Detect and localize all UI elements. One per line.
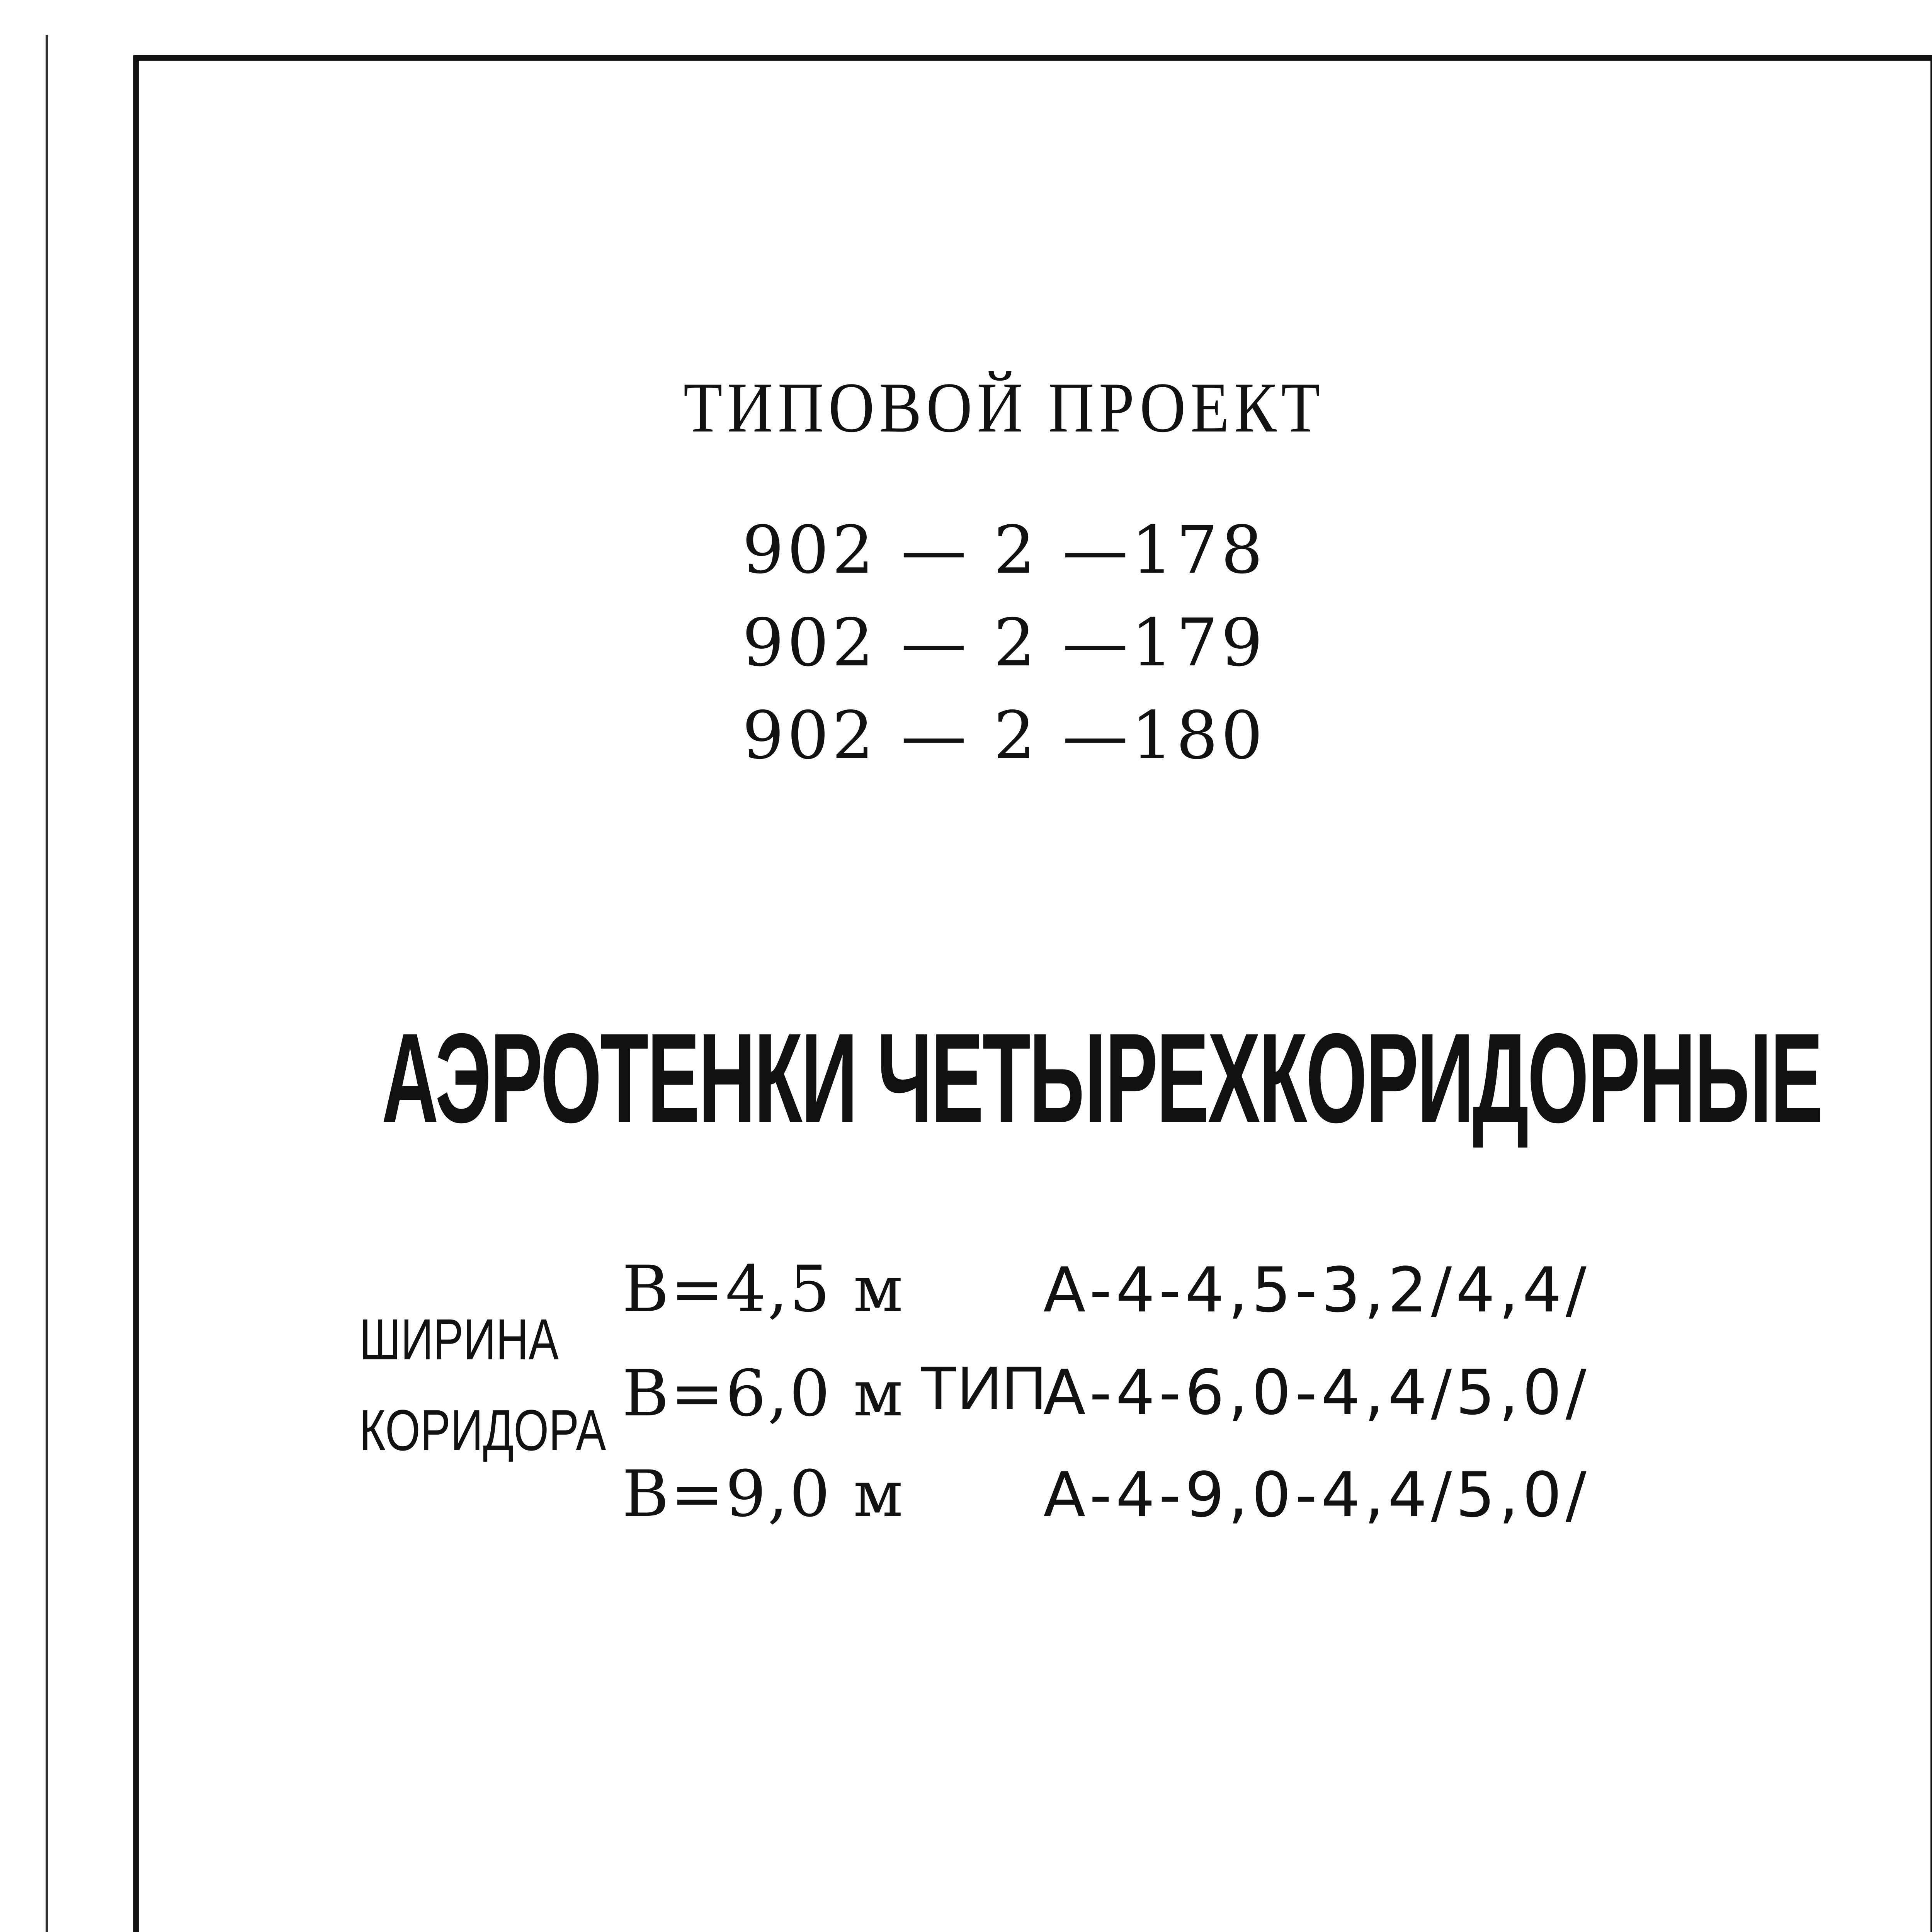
type-code-1: А-4-4,5-3,2/4,4/ (1043, 1254, 1590, 1326)
type-label: ТИП (920, 1353, 1046, 1422)
frame-top-border (133, 55, 1932, 61)
project-code-3: 902 — 2 —180 (742, 697, 1266, 774)
type-code-2: А-4-6,0-4,4/5,0/ (1043, 1356, 1590, 1429)
project-type-heading: ТИПОВОЙ ПРОЕКТ (683, 367, 1325, 447)
width-value-2: В=6,0 м (622, 1356, 905, 1430)
width-label-line1: ШИРИНА (359, 1307, 559, 1372)
width-label-line2: КОРИДОРА (359, 1398, 606, 1463)
project-code-2: 902 — 2 —179 (742, 605, 1266, 681)
type-code-3: А-4-9,0-4,4/5,0/ (1043, 1459, 1590, 1531)
project-code-1: 902 — 2 —178 (742, 512, 1266, 588)
frame-right-border (1930, 55, 1932, 1932)
frame-left-border (133, 55, 139, 1932)
page-edge-left-line (46, 35, 48, 1932)
width-value-3: В=9,0 м (622, 1457, 905, 1531)
width-value-1: В=4,5 м (622, 1252, 905, 1326)
document-title: АЭРОТЕНКИ ЧЕТЫРЕХКОРИДОРНЫЕ (381, 1007, 1822, 1149)
